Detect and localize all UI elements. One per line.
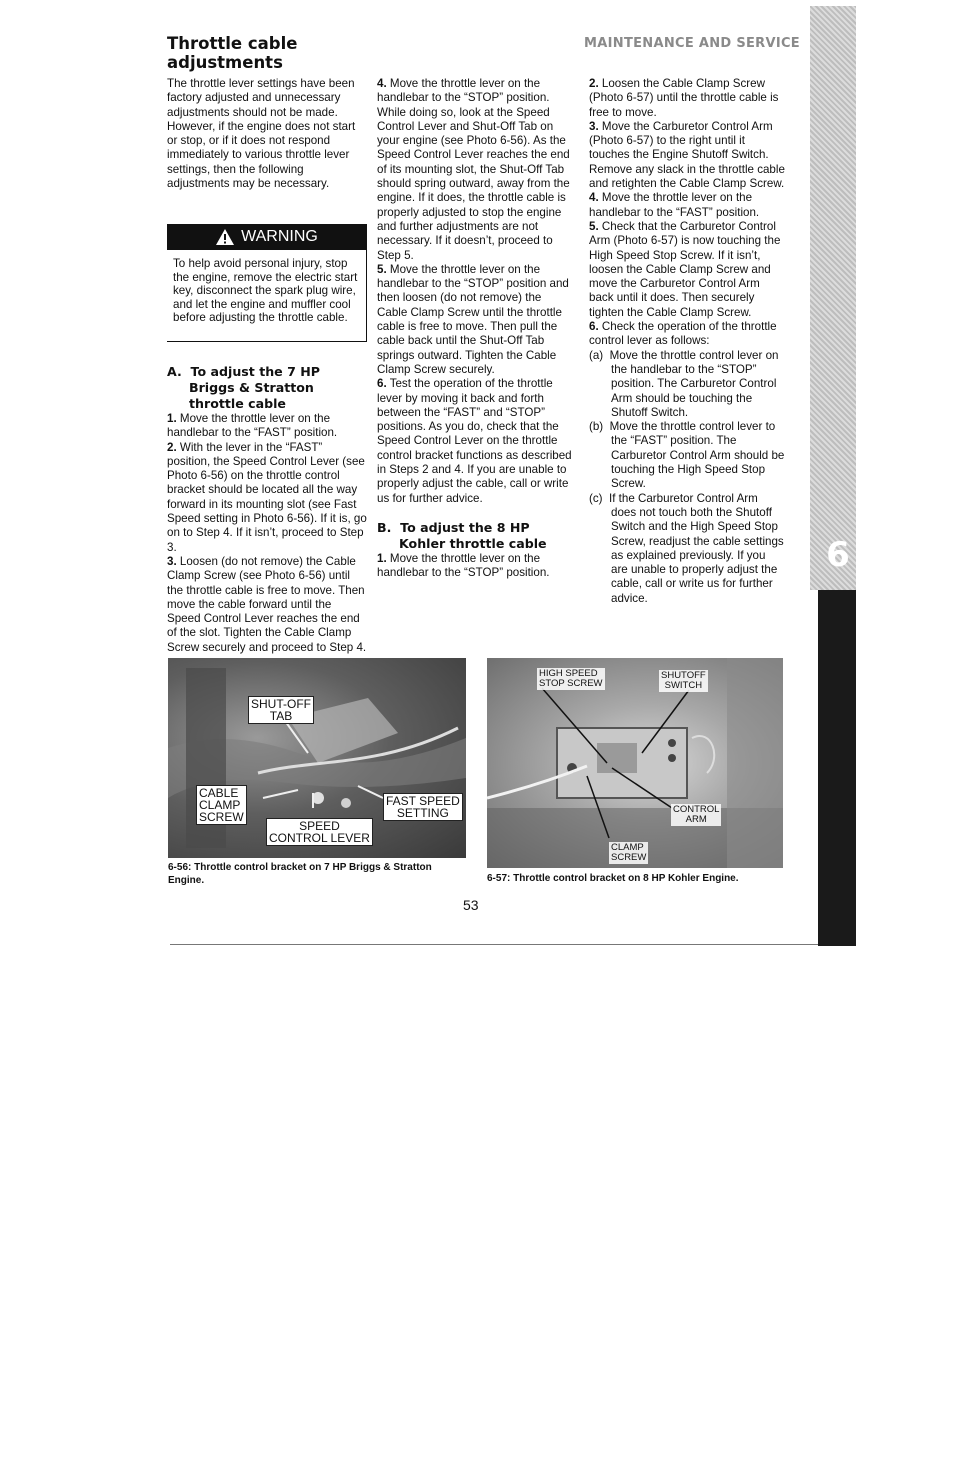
substep-a: (a) Move the throttle control lever on the handlebar to the “STOP” position. The Carburetor Control Arm should be touching the Shutoff Switch. (589, 348, 779, 419)
step-a4: 4. Move the throttle lever on the handlebar to the “STOP” position. While doing so, look at the Speed Control Lever and Shut-Off Tab on your engine (see Photo 6-56). As the Speed Control Lever reaches the end of its mounting slot, the Shut-Off Tab should spring outward, away from the engine. If it does, the throttle cable is properly adjusted to stop the engine and further adjustments are not necessary. If it doesn’t, proceed to Step 5. (377, 77, 570, 262)
intro-column (167, 77, 367, 191)
step-b3: 3. Move the Carburetor Control Arm (Photo 6-57) to the right until it touches the Engine Shutoff Switch. Remove any slack in the throttle cable and retighten the Cable Clamp Screw. (589, 119, 785, 191)
chapter-tab-number: 6 (826, 535, 850, 575)
label-high-speed-stop-screw: HIGH SPEED STOP SCREW (539, 668, 603, 689)
section-a-heading-text: To adjust the 7 HP Briggs & Stratton throttle cable (189, 364, 321, 411)
chapter-tab-block (818, 590, 856, 946)
section-a-letter: A. (167, 364, 182, 379)
title-line-2: adjustments (167, 53, 283, 72)
substep-c: (c) If the Carburetor Control Arm does not touch both the Shutoff Switch and the High Speed Stop Screw, readjust the cable settings as explained previously. If you are unable to properly adjust the cable, call or write us for further advice. (589, 491, 784, 605)
label-shutoff-tab: SHUT-OFF TAB (248, 696, 314, 724)
label-fast-speed-setting: FAST SPEED SETTING (383, 793, 463, 821)
warning-banner (167, 224, 366, 250)
section-b-letter: B. (377, 519, 392, 535)
warning-text: To help avoid personal injury, stop the engine, remove the electric start key, disconnect the spark plug wire, and let the engine and muffler cool before adjusting the throttle cable. (173, 257, 358, 325)
page-title (167, 34, 367, 72)
section-a (167, 364, 367, 655)
step-a2: 2. With the lever in the “FAST” position, the Speed Control Lever (see Photo 6-56) on the throttle control bracket should be located all the way forward in its mounting slot (see Fast Speed setting in Photo 6-56). If it is, go on to Step 4. If it isn’t, proceed to Step 3. (167, 440, 367, 554)
warning-triangle-icon (215, 228, 235, 246)
label-control-arm: CONTROL ARM (673, 804, 720, 825)
step-a5: 5. Move the throttle lever on the handlebar to the “STOP” position and then loosen (do not remove) the Cable Clamp Screw until the throttle cable is free to move. Then pull the cable back until the Shut-Off Tab springs outward. Tighten the Cable Clamp Screw securely. (377, 262, 569, 376)
bottom-rule (170, 944, 818, 945)
step-b4: 4. Move the throttle lever on the handlebar to the “FAST” position. (589, 191, 760, 219)
section-a-heading (167, 364, 367, 412)
middle-column (377, 77, 573, 581)
intro-paragraph: The throttle lever settings have been factory adjusted and unnecessary adjustments should not be made. However, if the engine does not start or stop, or if it does not respond immediately to various throttle lever settings, then the following adjustments may be necessary. (167, 77, 356, 191)
step-a6: 6. Test the operation of the throttle lever by moving it back and forth between the “FAST” and “STOP” positions. As you do, check that the Speed Control Lever on the throttle control bracket functions as described in Steps 2 and 4. If you are unable to properly adjust the cable, call or write us for further advice. (377, 377, 572, 505)
step-b6: 6. Check the operation of the throttle control lever as follows: (589, 320, 777, 348)
step-b1: 1. Move the throttle lever on the handlebar to the “STOP” position. (377, 551, 550, 580)
caption-6-56: 6-56: Throttle control bracket on 7 HP Briggs & Stratton Engine. (168, 862, 432, 886)
step-a3: 3. Loosen (do not remove) the Cable Clamp Screw (see Photo 6-56) until the throttle cable is free to move. Then move the cable forward until the Speed Control Lever reaches the end of the slot. Tighten the Cable Clamp Screw securely and proceed to Step 4. (167, 554, 367, 654)
title-line-1: Throttle cable (167, 34, 298, 53)
section-b-heading-text: To adjust the 8 HP Kohler throttle cable (399, 519, 547, 551)
photo-kohler-throttle-bracket (487, 658, 783, 868)
substep-b: (b) Move the throttle control lever to the “FAST” position. The Carburetor Control Arm should be touching the High Speed Stop Screw. (589, 420, 785, 491)
step-b2: 2. Loosen the Cable Clamp Screw (Photo 6-57) until the throttle cable is free to move. (589, 77, 779, 119)
section-b-heading (377, 520, 573, 552)
page-number: 53 (463, 897, 479, 913)
warning-label: WARNING (241, 228, 318, 245)
label-speed-control-lever: SPEED CONTROL LEVER (266, 818, 373, 846)
step-a1: 1. Move the throttle lever on the handlebar to the “FAST” position. (167, 412, 338, 440)
label-cable-clamp-screw: CABLE CLAMP SCREW (196, 785, 247, 825)
section-header: MAINTENANCE AND SERVICE (584, 36, 800, 51)
label-shutoff-switch: SHUTOFF SWITCH (661, 670, 706, 691)
step-b5: 5. Check that the Carburetor Control Arm (Photo 6-57) is now touching the High Speed Stop Screw. If it isn’t, loosen the Cable Clamp Screw and move the Carburetor Control Arm back until it does. Then securely tighten the Cable Clamp Screw. (589, 219, 781, 319)
caption-6-57: 6-57: Throttle control bracket on 8 HP Kohler Engine. (487, 873, 739, 884)
photo-briggs-throttle-bracket (168, 658, 466, 858)
photo-2-drawing (487, 658, 783, 868)
chapter-tab-stripe (810, 6, 856, 590)
right-column (589, 77, 785, 606)
label-clamp-screw: CLAMP SCREW (611, 842, 647, 863)
warning-box (167, 224, 367, 342)
